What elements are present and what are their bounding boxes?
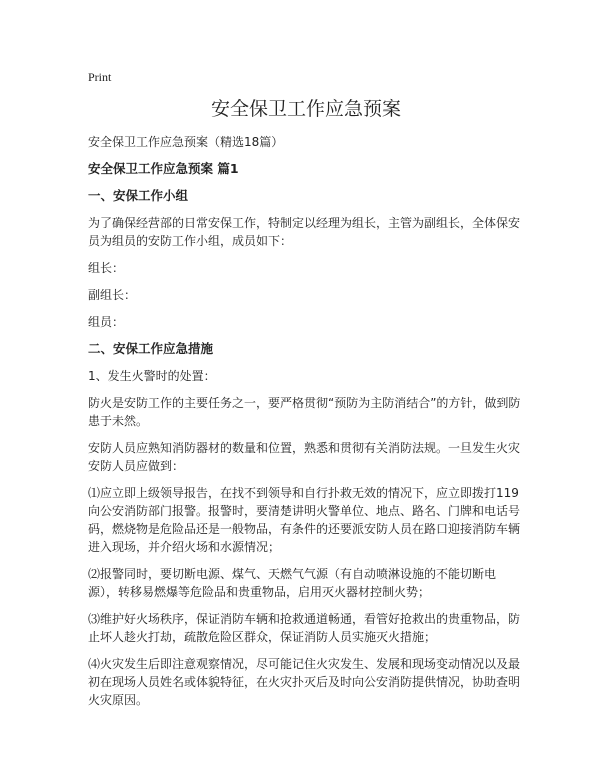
print-label: Print — [88, 70, 112, 84]
vice-leader-line: 副组长： — [88, 288, 137, 302]
paragraph: 安防人员应熟知消防器材的数量和位置，熟悉和贯彻有关消防法规。一旦发生火灾安防人员应做到： — [88, 441, 521, 473]
paragraph: ⑶维护好火场秩序，保证消防车辆和抢救通道畅通，看管好抢救出的贵重物品，防止坏人趁火打劫，疏散危险区群众，保证消防人员实施灭火措施； — [88, 612, 521, 644]
section-title: 安全保卫工作应急预案 篇1 — [88, 161, 239, 176]
part1-intro: 为了确保经营部的日常安保工作，特制定以经理为组长，主管为副组长，全体保安员为组员的安防工作小组，成员如下： — [88, 216, 521, 248]
part1-heading: 一、安保工作小组 — [88, 188, 189, 203]
paragraph: ⑴应立即上级领导报告，在找不到领导和自行扑救无效的情况下，应立即拨打119向公安消防部门报警。报警时，要清楚讲明火警单位、地点、路名、门牌和电话号码，燃烧物是危险品还是一般物品，有条件的还要派安防人员在路口迎接消防车辆进入现场，并介绍火场和水源情况； — [88, 486, 521, 554]
part2-heading: 二、安保工作应急措施 — [88, 341, 214, 356]
paragraph: 防火是安防工作的主要任务之一，要严格贯彻“预防为主防消结合”的方针，做到防患于未然。 — [88, 396, 521, 428]
fire-subheading: 1、发生火警时的处置： — [88, 369, 216, 383]
document-title: 安全保卫工作应急预案 — [210, 98, 401, 120]
leader-line: 组长： — [88, 261, 125, 275]
paragraph: ⑵报警同时，要切断电源、煤气、天燃气气源（有自动喷淋设施的不能切断电源），转移易燃爆等危险品和贵重物品，启用灭火器材控制火势； — [88, 567, 497, 599]
document-page — [88, 70, 524, 718]
paragraph: ⑷火灾发生后即注意观察情况，尽可能记住火灾发生、发展和现场变动情况以及最初在现场人员姓名或体貌特征，在火灾扑灭后及时向公安消防提供情况，协助查明火灾原因。 — [88, 657, 521, 707]
subtitle: 安全保卫工作应急预案（精选18篇） — [88, 135, 284, 149]
members-line: 组员： — [88, 315, 125, 329]
